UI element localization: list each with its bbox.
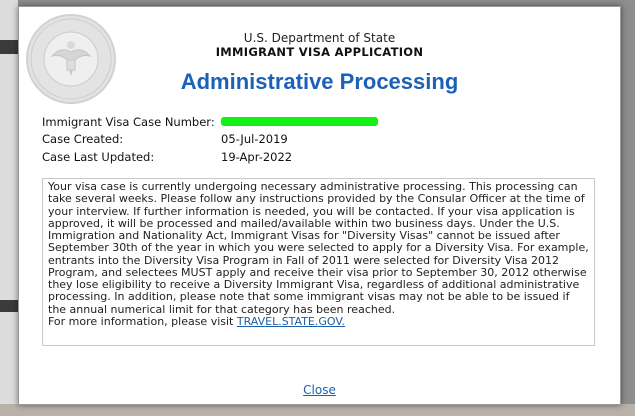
case-number-label: Immigrant Visa Case Number: <box>42 115 215 129</box>
case-created-value: 05-Jul-2019 <box>221 132 288 146</box>
case-created-label: Case Created: <box>42 132 124 146</box>
background-footer <box>0 404 635 416</box>
case-updated-label: Case Last Updated: <box>42 150 155 164</box>
page-title: Administrative Processing <box>180 69 459 94</box>
background-strip <box>0 40 18 54</box>
agency-name: U.S. Department of State <box>243 31 396 45</box>
administrative-processing-dialog <box>18 6 621 405</box>
more-info-prefix: For more information, please visit <box>48 314 237 328</box>
redacted-case-number <box>221 117 378 126</box>
case-updated-value: 19-Apr-2022 <box>221 150 293 164</box>
application-title: IMMIGRANT VISA APPLICATION <box>215 45 424 59</box>
travel-state-gov-link[interactable]: TRAVEL.STATE.GOV. <box>236 314 345 328</box>
more-info-line <box>48 316 589 328</box>
status-message-box <box>42 178 595 346</box>
status-message-text: Your visa case is currently undergoing necessary administrative processing. This processing can take several weeks. Please follow any instructions provided by the Consular Officer at the time of your interview. If further information is needed, you will be contacted. If your visa application is approved, it will be processed and mailed/available within two business days. Under the U.S. Immigration and Nationality Act, Immigrant Visas for "Diversity Visas" cannot be issued after September 30th of the year in which you were selected to apply for a Diversity Visa. For example, entrants into the Diversity Visa Program in Fall of 2011 were selected for Diversity Visa 2012 Program, and selectees MUST apply and receive their visa prior to September 30, 2012 otherwise they lose eligibility to receive a Diversity Immigrant Visa, regardless of additional administrative processing. In addition, please note that some immigrant visas may not be able to be issued if the annual numerical limit for that category has been reached. <box>48 180 589 316</box>
background-page <box>0 0 18 416</box>
background-strip <box>0 300 18 312</box>
close-button[interactable]: Close <box>303 383 336 397</box>
